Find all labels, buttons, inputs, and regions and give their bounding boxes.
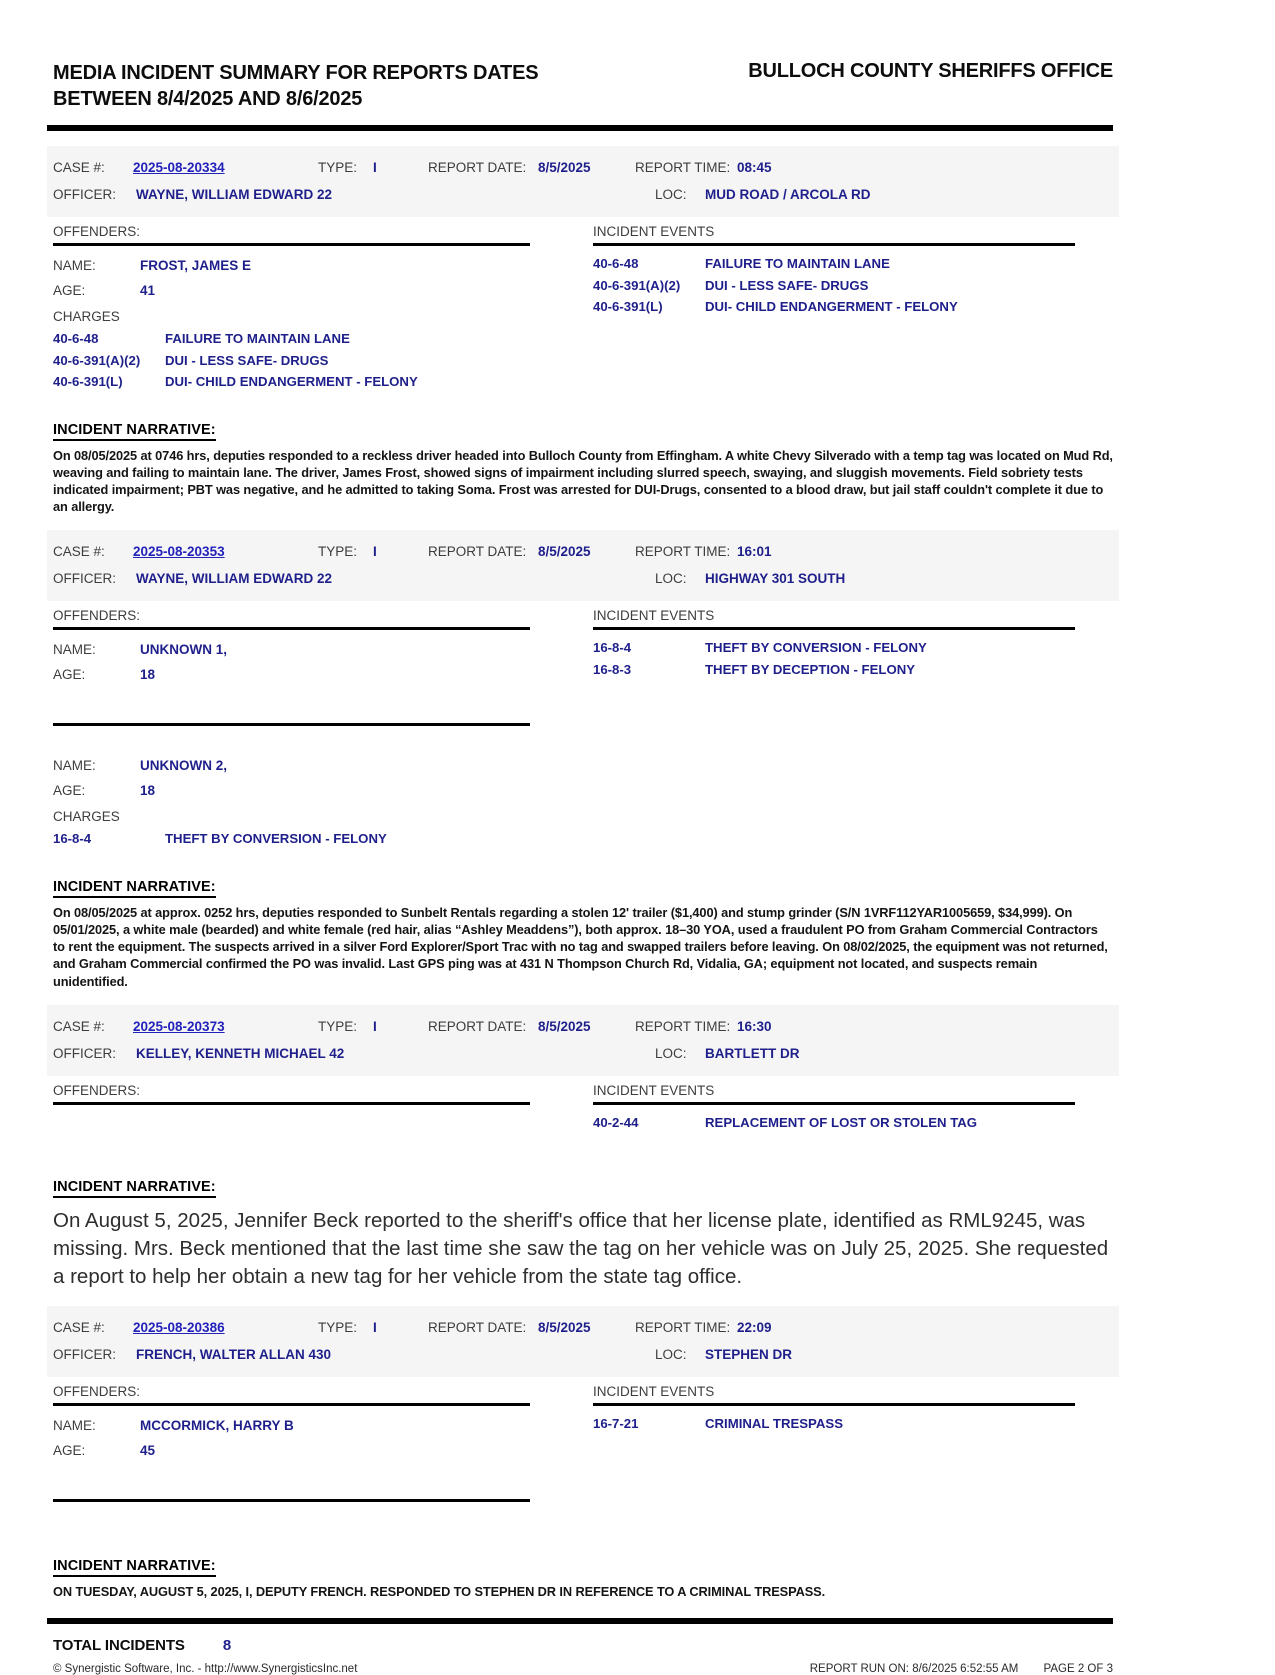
report-date-label: REPORT DATE: [428, 160, 527, 175]
age-label: AGE: [53, 1443, 86, 1459]
loc-value: STEPHEN DR [705, 1347, 793, 1363]
report-time-value: 16:30 [737, 1018, 772, 1034]
loc-label: LOC: [655, 1347, 687, 1363]
event-row [593, 637, 1113, 659]
case-number-label: CASE #: [53, 1018, 105, 1034]
officer-label: OFFICER: [53, 1347, 116, 1363]
report-time-label: REPORT TIME: [635, 160, 731, 175]
age-label: AGE: [53, 667, 86, 683]
case-number-label: CASE #: [53, 160, 105, 175]
case-header [47, 146, 1119, 217]
type-value: I [373, 1018, 377, 1034]
charge-desc: THEFT BY CONVERSION - FELONY [165, 831, 387, 847]
charge-code: 16-8-4 [53, 831, 92, 847]
offender-separator [53, 723, 530, 726]
offender-age: 41 [140, 283, 156, 298]
offender-separator [53, 1499, 530, 1502]
events-column [593, 1384, 1113, 1435]
event-code: 40-2-44 [593, 1114, 639, 1130]
case-header-row-2 [53, 565, 1113, 592]
case-number-label: CASE #: [53, 544, 105, 560]
loc-label: LOC: [655, 571, 687, 587]
event-desc: THEFT BY CONVERSION - FELONY [705, 640, 927, 656]
incident-events-heading: INCIDENT EVENTS [593, 1083, 1075, 1105]
offender-age: 18 [140, 667, 156, 683]
offenders-heading: OFFENDERS: [53, 224, 530, 246]
narrative-heading: INCIDENT NARRATIVE: [53, 1179, 216, 1198]
event-desc: CRIMINAL TRESPASS [705, 1416, 843, 1432]
narrative-text: On 08/05/2025 at 0746 hrs, deputies responded to a reckless driver headed into Bulloch County from Effingham. A white Chevy Silverado with a temp tag was located on Mud Rd, weaving and failing to maintain lane. The driver, James Frost, showed signs of impairment including slurred speech, swaying, and sluggish movements. Field sobriety tests indicated impairment; PBT was negative, and he admitted to taking Soma. Frost was arrested for DUI-Drugs, consented to a blood draw, but jail staff couldn't complete it due to an allergy. [53, 447, 1113, 515]
case-header-row-2 [53, 1040, 1113, 1067]
report-date-value: 8/5/2025 [538, 544, 591, 560]
narrative-heading: INCIDENT NARRATIVE: [53, 422, 216, 441]
age-label: AGE: [53, 783, 86, 799]
charge-row [53, 328, 593, 350]
case-number-link[interactable]: 2025-08-20373 [133, 1018, 225, 1034]
case-number-label: CASE #: [53, 1320, 105, 1336]
officer-value: FRENCH, WALTER ALLAN 430 [136, 1347, 332, 1363]
charge-code: 40-6-391(L) [53, 374, 123, 389]
event-code: 40-6-391(A)(2) [593, 277, 681, 293]
officer-value: WAYNE, WILLIAM EDWARD 22 [136, 571, 333, 587]
report-date-label: REPORT DATE: [428, 1320, 527, 1336]
incident-block-2 [53, 530, 1113, 990]
officer-label: OFFICER: [53, 187, 116, 202]
event-code: 16-8-3 [593, 661, 632, 677]
event-code: 40-6-48 [593, 256, 639, 271]
narrative-text: On 08/05/2025 at approx. 0252 hrs, deputies responded to Sunbelt Rentals regarding a stolen 12' trailer ($1,400) and stump grinder (S/N 1VRF112YAR1005659, $34,999). On 05/01/2025, a white male (bearded) and white female (red hair, alias “Ashley Meaddens”), both approx. 18–30 YOA, used a fraudulent PO from Graham Commercial Contractors to rent the equipment. The suspects arrived in a silver Ford Explorer/Sport Trac with no tag and swapped trailers before leaving. On 08/02/2025, the equipment was not returned, and Graham Commercial confirmed the PO was invalid. Last GPS ping was at 431 N Thompson Church Rd, Vidalia, GA; equipment not located, and suspects remain unidentified. [53, 904, 1108, 989]
charges-heading: CHARGES [53, 309, 120, 324]
report-run-info [788, 1663, 1113, 1675]
report-title: MEDIA INCIDENT SUMMARY FOR REPORTS DATES BETWEEN 8/4/2025 AND 8/6/2025 [53, 62, 539, 110]
events-column [593, 608, 1113, 680]
offenders-heading: OFFENDERS: [53, 608, 530, 630]
event-code: 40-6-391(L) [593, 299, 663, 314]
event-row [593, 296, 1113, 318]
offender-name: UNKNOWN 2, [140, 758, 227, 774]
offender-name-row [53, 1413, 593, 1438]
case-body [53, 224, 1113, 393]
case-number-cell [133, 1314, 318, 1341]
case-header [47, 1005, 1119, 1076]
charge-row [53, 350, 593, 372]
offender-name: UNKNOWN 1, [140, 642, 227, 658]
offenders-heading: OFFENDERS: [53, 1083, 530, 1105]
offender-age-row [53, 778, 593, 803]
case-number-cell [133, 154, 318, 181]
offender-age-row [53, 278, 593, 303]
type-label: TYPE: [318, 1018, 358, 1034]
incident-events-heading: INCIDENT EVENTS [593, 608, 1075, 630]
loc-value: BARTLETT DR [705, 1045, 800, 1061]
event-desc: THEFT BY DECEPTION - FELONY [705, 661, 916, 677]
offender-name-row [53, 753, 593, 778]
type-label: TYPE: [318, 160, 358, 175]
case-header-row-1 [53, 1314, 1113, 1341]
loc-label: LOC: [655, 1045, 687, 1061]
offender-name-row [53, 253, 593, 278]
name-label: NAME: [53, 642, 96, 658]
event-row [593, 1112, 1113, 1134]
charge-code: 40-6-48 [53, 331, 99, 346]
report-date-value: 8/5/2025 [538, 160, 591, 175]
charge-desc: DUI - LESS SAFE- DRUGS [165, 352, 329, 368]
case-header [47, 1306, 1119, 1377]
report-date-label: REPORT DATE: [428, 544, 527, 560]
offender-age-row [53, 1438, 593, 1463]
total-incidents-row [53, 1637, 1113, 1654]
case-header-row-1 [53, 154, 1113, 181]
charge-desc: DUI- CHILD ENDANGERMENT - FELONY [165, 374, 418, 389]
loc-value: MUD ROAD / ARCOLA RD [705, 187, 871, 202]
incident-events-heading: INCIDENT EVENTS [593, 224, 1075, 246]
name-label: NAME: [53, 1418, 96, 1434]
report-date-value: 8/5/2025 [538, 1018, 591, 1034]
case-body [53, 1083, 1113, 1134]
charge-code: 40-6-391(A)(2) [53, 352, 141, 368]
name-label: NAME: [53, 758, 96, 774]
event-code: 16-7-21 [593, 1416, 639, 1432]
footer-rule [47, 1618, 1113, 1624]
event-code: 16-8-4 [593, 640, 632, 656]
officer-value: WAYNE, WILLIAM EDWARD 22 [136, 187, 333, 202]
narrative-text: On August 5, 2025, Jennifer Beck reported to the sheriff's office that her license plate, identified as RML9245, was missing. Mrs. Beck mentioned that the last time she saw the tag on her vehicle was on July 25, 2025. She requested a report to help her obtain a new tag for her vehicle from the state tag office. [53, 1209, 1109, 1289]
offenders-column [53, 1384, 593, 1529]
report-date-value: 8/5/2025 [538, 1320, 591, 1336]
event-desc: DUI - LESS SAFE- DRUGS [705, 277, 869, 293]
case-number-cell [133, 1013, 318, 1040]
report-time-label: REPORT TIME: [635, 1320, 731, 1336]
case-number-cell [133, 538, 318, 565]
report-time-value: 16:01 [737, 544, 772, 560]
offender-age-row [53, 662, 593, 687]
officer-value: KELLEY, KENNETH MICHAEL 42 [136, 1045, 345, 1061]
case-header-row-1 [53, 1013, 1113, 1040]
offender-name: MCCORMICK, HARRY B [140, 1418, 294, 1434]
total-incidents-label: TOTAL INCIDENTS [53, 1636, 185, 1654]
event-row [593, 253, 1113, 275]
footer-meta-row [53, 1663, 1113, 1675]
offenders-heading: OFFENDERS: [53, 1384, 530, 1406]
event-desc: FAILURE TO MAINTAIN LANE [705, 256, 890, 271]
offenders-column [53, 224, 593, 393]
age-label: AGE: [53, 283, 86, 298]
event-desc: REPLACEMENT OF LOST OR STOLEN TAG [705, 1114, 978, 1130]
case-body [53, 608, 1113, 850]
type-value: I [373, 544, 377, 560]
charge-desc: FAILURE TO MAINTAIN LANE [165, 331, 350, 346]
case-header-row-2 [53, 1341, 1113, 1368]
report-date-label: REPORT DATE: [428, 1018, 527, 1034]
report-header [53, 60, 1113, 112]
copyright-text: © Synergistic Software, Inc. - http://www.SynergisticsInc.net [53, 1662, 358, 1675]
event-desc: DUI- CHILD ENDANGERMENT - FELONY [705, 299, 958, 314]
total-incidents-value: 8 [222, 1636, 232, 1654]
offender-name-row [53, 637, 593, 662]
case-number-link[interactable]: 2025-08-20386 [133, 1320, 225, 1336]
narrative-heading: INCIDENT NARRATIVE: [53, 879, 216, 898]
charge-row [53, 371, 593, 393]
name-label: NAME: [53, 258, 96, 273]
offender-name: FROST, JAMES E [140, 258, 252, 273]
incident-block-3 [53, 1005, 1113, 1292]
type-label: TYPE: [318, 1320, 358, 1336]
events-column [593, 224, 1113, 318]
officer-label: OFFICER: [53, 571, 116, 587]
charge-row [53, 828, 593, 850]
type-value: I [373, 1320, 377, 1336]
event-row [593, 1413, 1113, 1435]
narrative-text: ON TUESDAY, AUGUST 5, 2025, I, DEPUTY FRENCH. RESPONDED TO STEPHEN DR IN REFERENCE TO A CRIMINAL TRESPASS. [53, 1584, 826, 1600]
loc-label: LOC: [655, 187, 687, 202]
report-time-value: 22:09 [737, 1320, 772, 1336]
report-time-label: REPORT TIME: [635, 1018, 731, 1034]
loc-value: HIGHWAY 301 SOUTH [705, 571, 846, 587]
offender-age: 45 [140, 1443, 156, 1459]
type-label: TYPE: [318, 544, 358, 560]
agency-title: BULLOCH COUNTY SHERIFFS OFFICE [748, 60, 1113, 82]
report-time-label: REPORT TIME: [635, 544, 731, 560]
incident-block-1 [53, 146, 1113, 515]
case-header-row-1 [53, 538, 1113, 565]
narrative-heading: INCIDENT NARRATIVE: [53, 1558, 216, 1577]
incident-block-4 [53, 1306, 1113, 1600]
charges-heading: CHARGES [53, 809, 120, 825]
case-number-link[interactable]: 2025-08-20353 [133, 544, 225, 560]
case-header [47, 530, 1119, 601]
offender-age: 18 [140, 783, 156, 799]
officer-label: OFFICER: [53, 1045, 116, 1061]
event-row [593, 659, 1113, 681]
event-row [593, 275, 1113, 297]
case-body [53, 1384, 1113, 1529]
report-run-on: REPORT RUN ON: 8/6/2025 6:52:55 AM [809, 1662, 1019, 1675]
incident-events-heading: INCIDENT EVENTS [593, 1384, 1075, 1406]
header-rule [47, 125, 1113, 131]
type-value: I [373, 160, 377, 175]
case-header-row-2 [53, 181, 1113, 208]
report-time-value: 08:45 [737, 160, 772, 175]
case-number-link[interactable]: 2025-08-20334 [133, 160, 225, 175]
offenders-column [53, 1083, 593, 1123]
events-column [593, 1083, 1113, 1134]
page-indicator: PAGE 2 OF 3 [1043, 1662, 1113, 1675]
offenders-column [53, 608, 593, 850]
